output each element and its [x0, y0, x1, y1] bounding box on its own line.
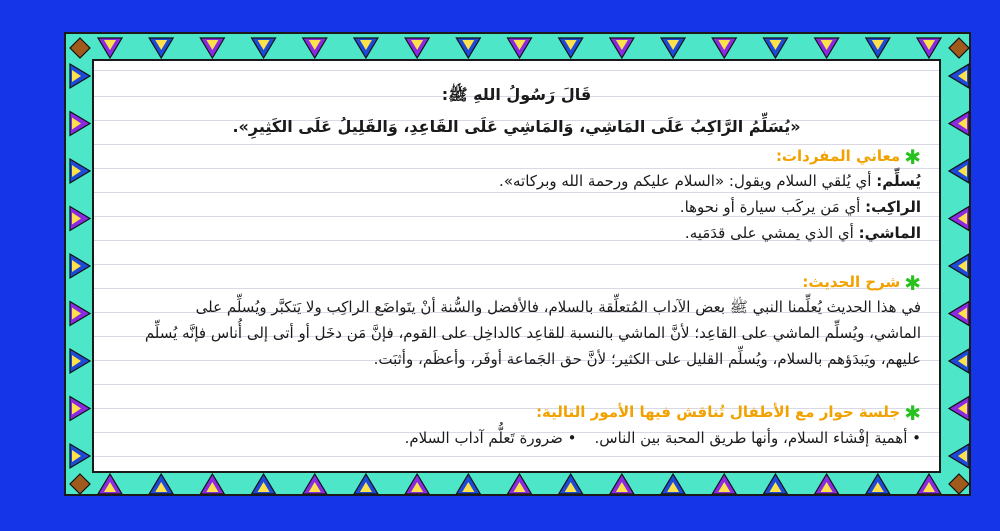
explanation-heading-row [112, 271, 921, 295]
explanation-heading: شرح الحديث: [802, 273, 901, 291]
star-icon: ✱ [904, 271, 921, 295]
vocab-definition: أي يُلقي السلام ويقول: «السلام عليكم ورحمة الله وبركاته». [499, 172, 872, 190]
discussion-bullet: • ضرورة تَعلُّم آداب السلام. [404, 429, 577, 447]
vocab-term: الماشي: [858, 224, 921, 242]
vocab-term: الراكِب: [865, 198, 921, 216]
border-triangle [949, 38, 969, 58]
vocab-definition: أي مَن يركَب سيارة أو نحوها. [679, 198, 861, 216]
vocab-definition: أي الذي يمشي على قدَمَيه. [684, 224, 854, 242]
vocab-heading-row [112, 145, 921, 169]
star-icon: ✱ [904, 145, 921, 169]
star-icon: ✱ [904, 401, 921, 425]
border-triangle [949, 474, 969, 494]
vocab-item [112, 224, 921, 242]
hadith-intro: قَالَ رَسُولُ اللهِ ﷺ: [441, 85, 592, 104]
hadith-text: «يُسَلِّمُ الرَّاكِبُ عَلَى المَاشِي، وَالمَاشِي عَلَى القَاعِدِ، وَالقَلِيلُ عَلَى الكَثِيرِ». [232, 117, 801, 136]
explanation-line: عليهم، ويَبدَؤهم بالسلام، ويُسلِّم القليل على الكثير؛ لأنَّ حق الجَماعة أوفَر، وأعظَم، وأثبَت. [373, 350, 921, 368]
vocab-item [112, 198, 921, 216]
explanation-line: الماشي، ويُسلِّم الماشي على القاعِد؛ لأنَّ الماشي بالنسبة للقاعِد كالداخِل على القوم، فإنَّ مَن دخَل أو أتى إلى أُناس فإنَّه يُسلِّم [144, 324, 921, 342]
content-panel [92, 59, 941, 473]
border-triangle [70, 474, 90, 494]
discussion-bullets [112, 429, 921, 447]
vocab-heading: معاني المفردات: [775, 147, 901, 165]
discussion-heading: جلسة حوار مع الأطفال تُناقش فيها الأمور التالية: [536, 403, 901, 421]
vocab-item [112, 172, 921, 190]
border-triangle [70, 38, 90, 58]
discussion-bullet: • أهمية إفْشاء السلام، وأنها طريق المحبة بين الناس. [594, 429, 921, 447]
discussion-heading-row [112, 401, 921, 425]
vocab-term: يُسلِّم: [876, 172, 921, 190]
explanation-line: في هذا الحديث يُعلِّمنا النبي ﷺ بعض الآداب المُتعلِّقة بالسلام، فالأفضل والسُّنة أنْ يتَواضَع الراكِب ولا يَتكبَّر ويُسلِّم على [195, 298, 921, 316]
